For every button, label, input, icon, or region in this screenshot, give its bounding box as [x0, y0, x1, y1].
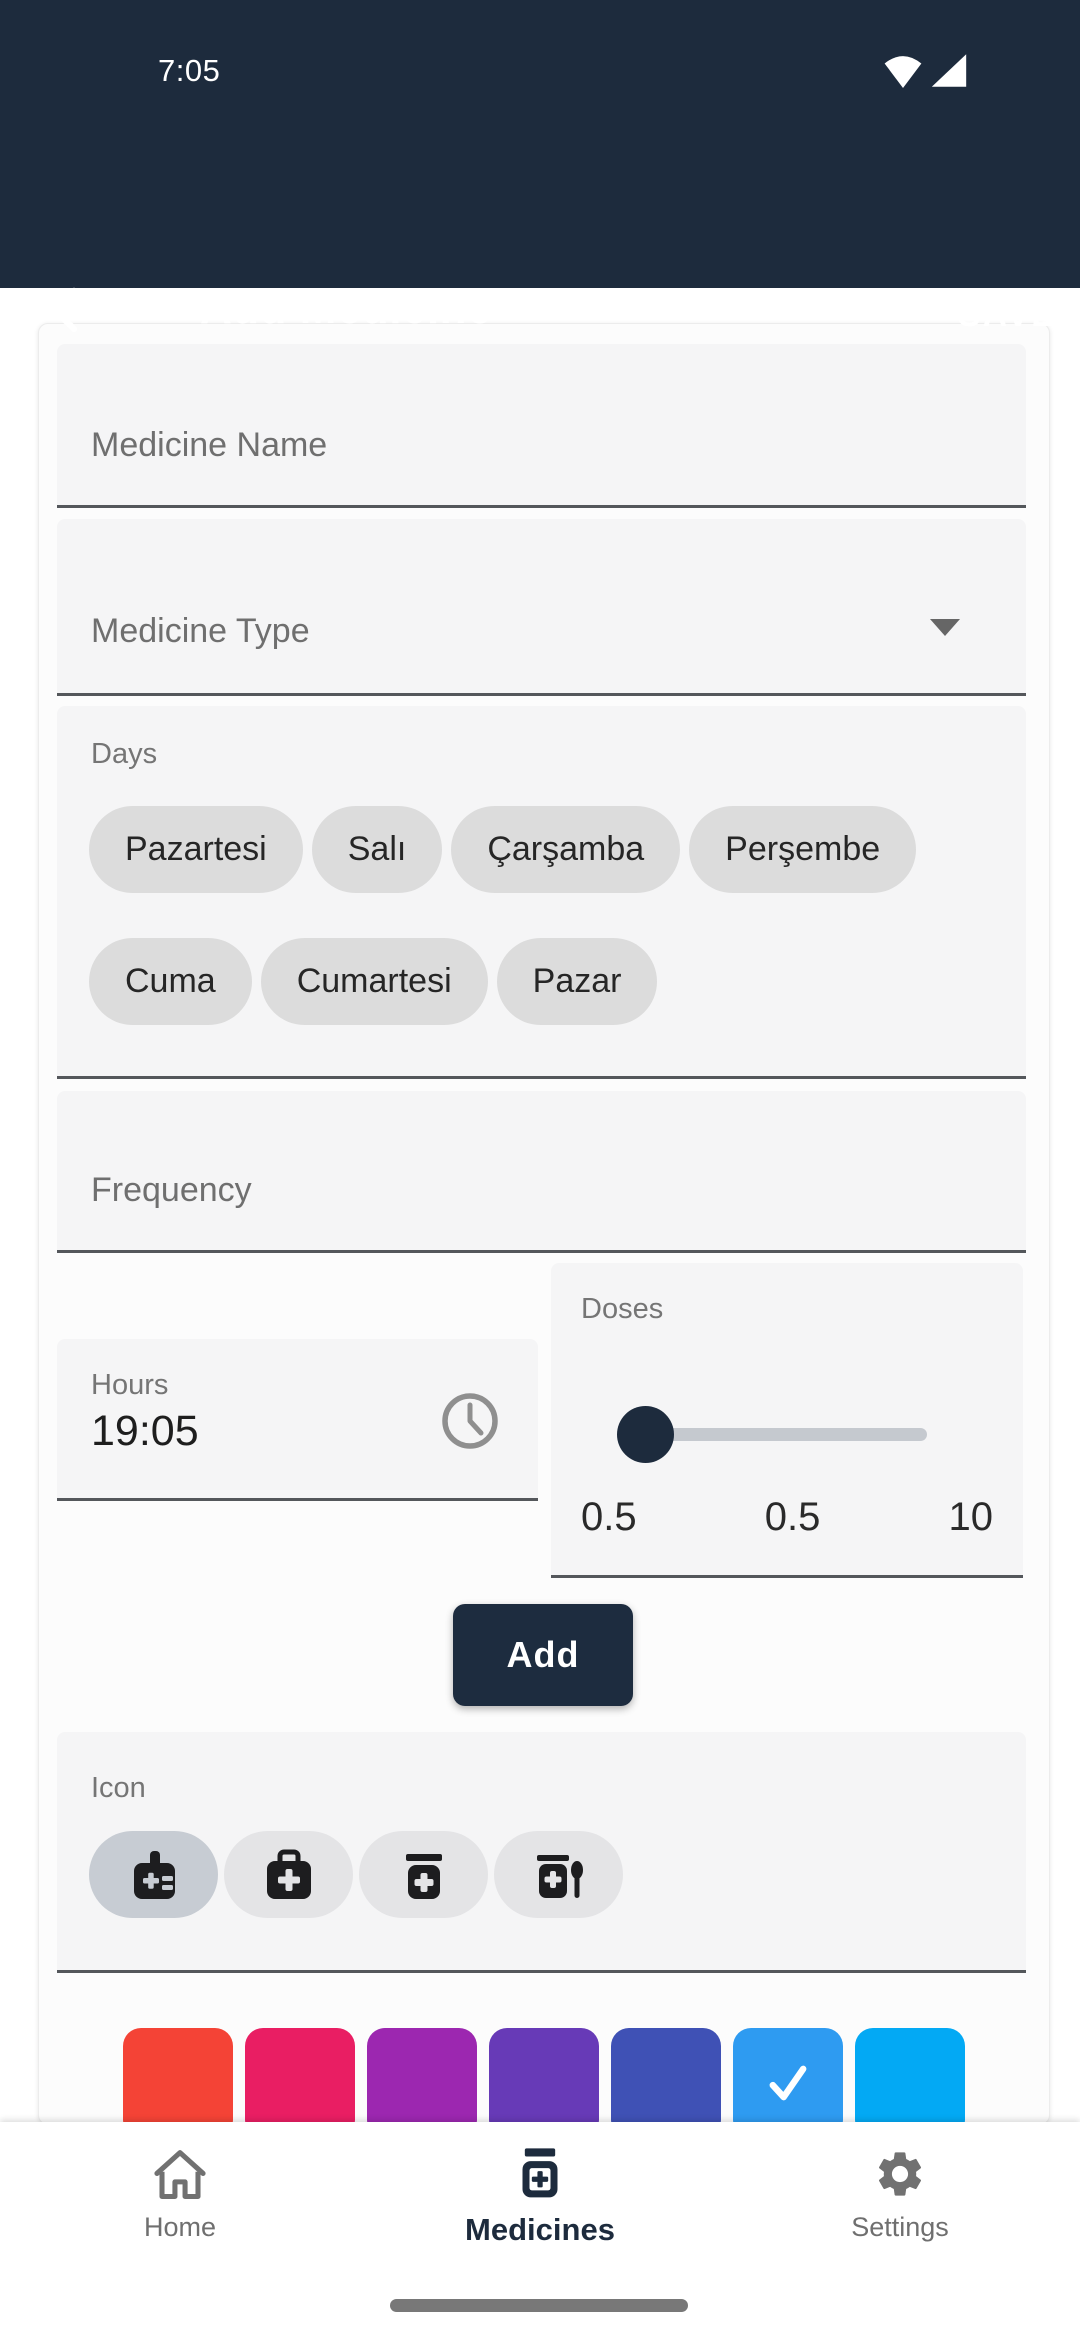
day-chip-carsamba[interactable]: Çarşamba	[451, 806, 680, 893]
icon-picker-options	[89, 1831, 623, 1918]
day-chip-sali[interactable]: Salı	[312, 806, 443, 893]
check-icon	[762, 2057, 814, 2109]
days-chip-row-1	[89, 806, 916, 893]
doses-min: 0.5	[581, 1495, 637, 1539]
hours-time-picker[interactable]	[57, 1339, 538, 1501]
status-time: 7:05	[158, 53, 221, 88]
day-chip-pazartesi[interactable]: Pazartesi	[89, 806, 303, 893]
gesture-navigation-bar[interactable]	[390, 2299, 688, 2312]
nav-label-medicines: Medicines	[465, 2212, 615, 2247]
day-chip-cumartesi[interactable]: Cumartesi	[261, 938, 488, 1025]
frequency-field[interactable]	[57, 1091, 1026, 1253]
day-chip-cuma[interactable]: Cuma	[89, 938, 252, 1025]
icon-option-medicine-bottle[interactable]	[359, 1831, 488, 1918]
back-button[interactable]	[40, 278, 110, 342]
doses-scale	[551, 1495, 1023, 1540]
page-title: Add Medicine	[200, 284, 493, 333]
wifi-icon	[882, 52, 924, 94]
hours-label: Hours	[91, 1369, 169, 1401]
nav-item-settings[interactable]	[750, 2122, 1050, 2292]
nav-label-home: Home	[143, 2212, 217, 2242]
icon-picker-section	[57, 1732, 1026, 1973]
doses-max: 10	[948, 1495, 993, 1539]
icon-picker-label: Icon	[91, 1772, 146, 1804]
doses-label: Doses	[581, 1293, 664, 1325]
days-chip-row-2	[89, 938, 657, 1025]
medicine-type-placeholder: Medicine Type	[91, 612, 310, 650]
hours-value: 19:05	[91, 1407, 199, 1455]
status-icons	[882, 52, 968, 94]
app-bar	[0, 96, 1080, 334]
days-section	[57, 706, 1026, 1079]
settings-gear-icon	[873, 2146, 927, 2202]
cellular-signal-icon	[930, 52, 968, 94]
day-chip-persembe[interactable]: Perşembe	[689, 806, 916, 893]
nav-item-home[interactable]	[30, 2122, 330, 2292]
doses-section	[551, 1263, 1023, 1578]
nav-item-medicines[interactable]	[390, 2122, 690, 2292]
days-label: Days	[91, 738, 158, 770]
frequency-placeholder: Frequency	[91, 1171, 252, 1209]
arrow-back-icon	[46, 284, 104, 336]
add-medicine-form-card	[38, 323, 1050, 2125]
medicine-name-placeholder: Medicine Name	[91, 426, 328, 464]
day-chip-pazar[interactable]: Pazar	[497, 938, 658, 1025]
medicine-bottle-spoon-icon	[531, 1847, 587, 1903]
icon-option-first-aid-case[interactable]	[224, 1831, 353, 1918]
medicine-type-dropdown[interactable]	[57, 519, 1026, 696]
medical-kit-badge-icon	[126, 1847, 182, 1903]
dropdown-caret-icon	[930, 619, 960, 636]
doses-slider-thumb[interactable]	[617, 1406, 674, 1463]
medicine-name-field[interactable]	[57, 344, 1026, 508]
doses-current: 0.5	[764, 1495, 821, 1539]
save-button[interactable]: SAVE	[957, 296, 1056, 334]
icon-option-medicine-bottle-spoon[interactable]	[494, 1831, 623, 1918]
clock-icon[interactable]	[441, 1392, 499, 1455]
status-bar	[0, 0, 1080, 96]
nav-label-settings: Settings	[851, 2212, 949, 2242]
add-button-label: Add	[506, 1634, 580, 1675]
medicine-bottle-icon	[396, 1847, 452, 1903]
add-button[interactable]	[453, 1604, 633, 1706]
home-icon	[152, 2146, 208, 2202]
icon-option-medical-kit-badge[interactable]	[89, 1831, 218, 1918]
medicines-icon	[512, 2146, 568, 2202]
first-aid-case-icon	[261, 1847, 317, 1903]
